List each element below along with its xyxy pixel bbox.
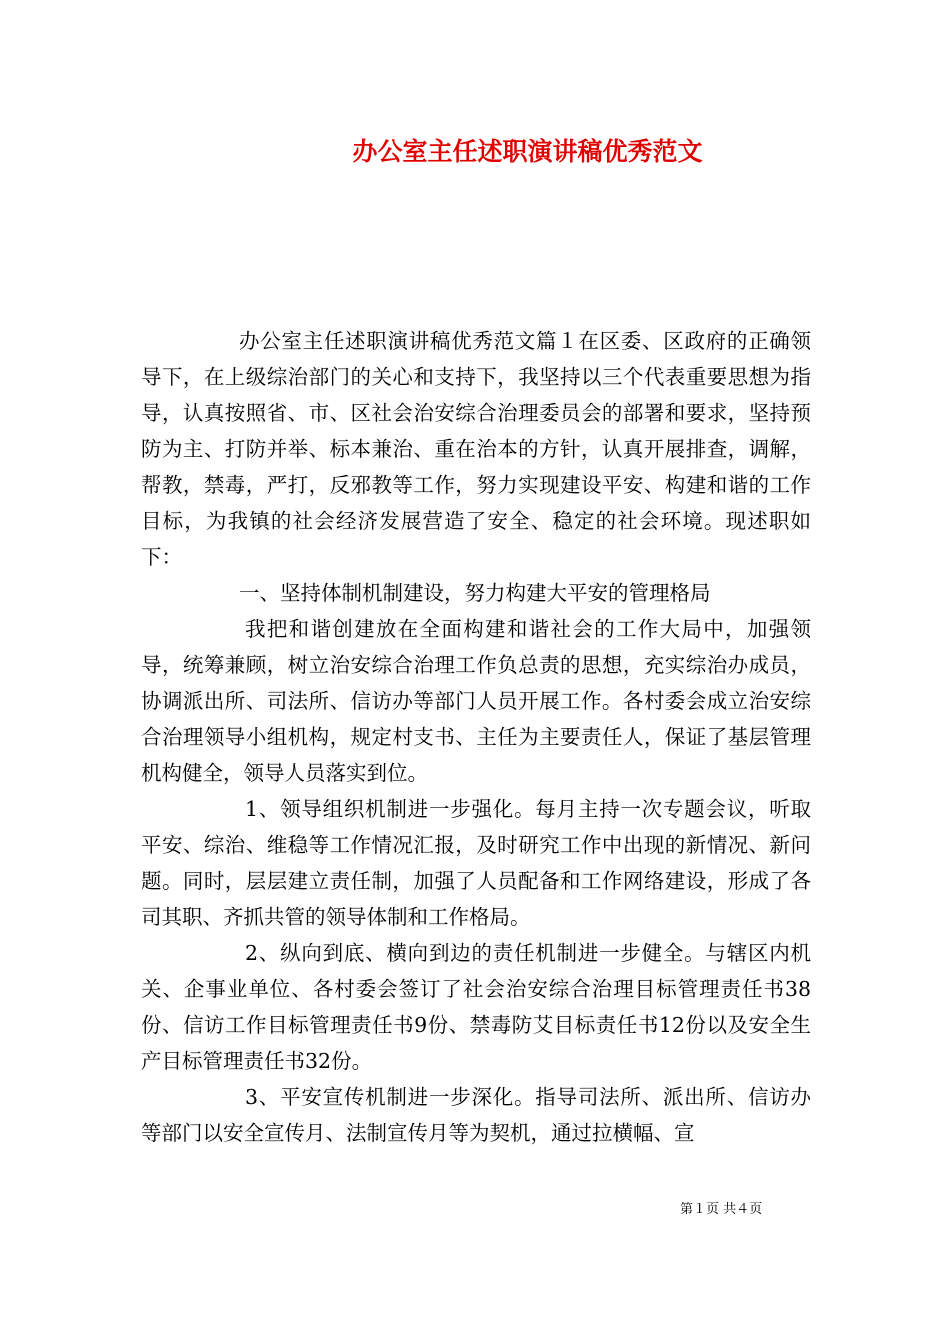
section-heading-1: 一、坚持体制机制建设，努力构建大平安的管理格局 (239, 581, 711, 605)
document-title: 办公室主任述职演讲稿优秀范文 (352, 137, 703, 166)
document-body (141, 323, 811, 1151)
paragraph-item-3: 3、平安宣传机制进一步深化。指导司法所、派出所、信访办等部门以安全宣传月、法制宣传月等为契机，通过拉横幅、宣 (141, 1085, 811, 1145)
paragraph-section-1: 我把和谐创建放在全面构建和谐社会的工作大局中，加强领导，统筹兼顾，树立治安综合治理工作负总责的思想，充实综治办成员，协调派出所、司法所、信访办等部门人员开展工作。各村委会成立治安综合治理领导小组机构，规定村支书、主任为主要责任人，保证了基层管理机构健全，领导人员落实到位。 (141, 617, 811, 785)
paragraph-item-2: 2、纵向到底、横向到边的责任机制进一步健全。与辖区内机关、企事业单位、各村委会签订了社会治安综合治理目标管理责任书38份、信访工作目标管理责任书9份、禁毒防艾目标责任书12份以及安全生产目标管理责任书32份。 (141, 941, 811, 1073)
paragraph-intro: 办公室主任述职演讲稿优秀范文篇１在区委、区政府的正确领导下，在上级综治部门的关心和支持下，我坚持以三个代表重要思想为指导，认真按照省、市、区社会治安综合治理委员会的部署和要求，坚持预防为主、打防并举、标本兼治、重在治本的方针，认真开展排查，调解，帮教，禁毒，严打，反邪教等工作，努力实现建设平安、构建和谐的工作目标，为我镇的社会经济发展营造了安全、稳定的社会环境。现述职如下： (141, 329, 811, 569)
page-number: 第１页 共４页 (680, 1202, 763, 1217)
paragraph-item-1: 1、领导组织机制进一步强化。每月主持一次专题会议，听取平安、综治、维稳等工作情况汇报，及时研究工作中出现的新情况、新问题。同时，层层建立责任制，加强了人员配备和工作网络建设，形成了各司其职、齐抓共管的领导体制和工作格局。 (141, 797, 811, 929)
